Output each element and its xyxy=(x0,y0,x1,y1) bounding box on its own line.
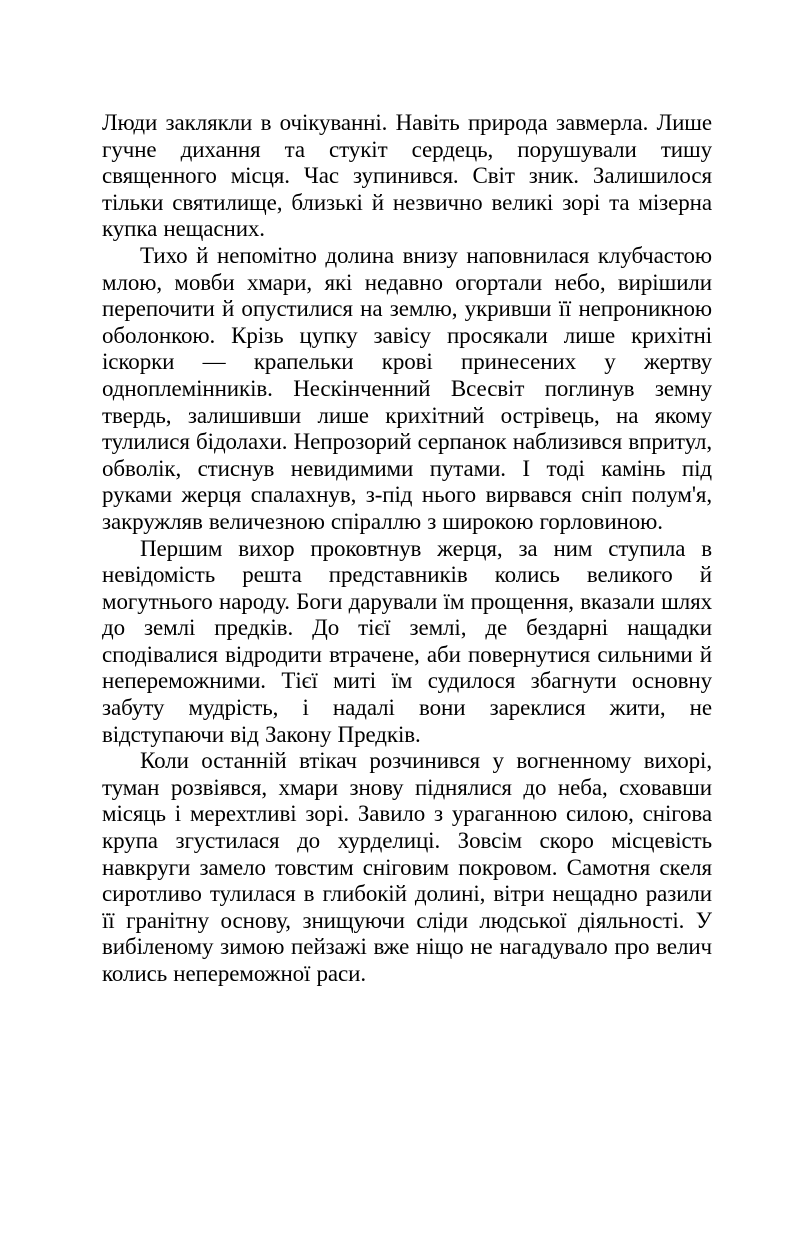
paragraph: Коли останній втікач розчинився у вогненному вихорі, туман розвіявся, хмари знову піднялися до неба, сховавши місяць і мерехтливі зорі. Завило з ураганною силою, снігова крупа згустилася до хурделиці. Зовсім скоро місцевість навкруги замело товстим сніговим покровом. Самотня скеля сиротливо тулилася в глибокій долині, вітри нещадно разили її гранітну основу, знищуючи сліди людської діяльності. У вибіленому зимою пейзажі вже ніщо не нагадувало про велич колись непереможної раси. xyxy=(102,748,712,986)
paragraph: Тихо й непомітно долина внизу наповнилася клубчастою млою, мовби хмари, які недавно огортали небо, вирішили перепочити й опустилися на землю, укривши її непроникною оболонкою. Крізь цупку завісу просякали лише крихітні іскорки — крапельки крові принесених у жертву одноплемінників. Нескінченний Всесвіт поглинув земну твердь, залишивши лише крихітний острівець, на якому тулилися бідолахи. Непрозорий серпанок наблизився впритул, обволік, стиснув невидимими путами. І тоді камінь під руками жерця спалахнув, з-під нього вирвався сніп полум'я, закружляв величезною спіраллю з широкою горловиною. xyxy=(102,242,712,534)
paragraph: Люди заклякли в очікуванні. Навіть природа завмерла. Лише гучне дихання та стукіт сердець, порушували тишу священного місця. Час зупинився. Світ зник. Залишилося тільки святилище, близькі й незвично великі зорі та мізерна купка нещасних. xyxy=(102,110,712,242)
text-block xyxy=(102,110,712,988)
paragraph: Першим вихор проковтнув жерця, за ним ступила в невідомість решта представників колись великого й могутнього народу. Боги дарували їм прощення, вказали шлях до землі предків. До тієї землі, де бездарні нащадки сподівалися відродити втрачене, аби повернутися сильними й непереможними. Тієї миті їм судилося збагнути основну забуту мудрість, і надалі вони зареклися жити, не відступаючи від Закону Предків. xyxy=(102,535,712,747)
